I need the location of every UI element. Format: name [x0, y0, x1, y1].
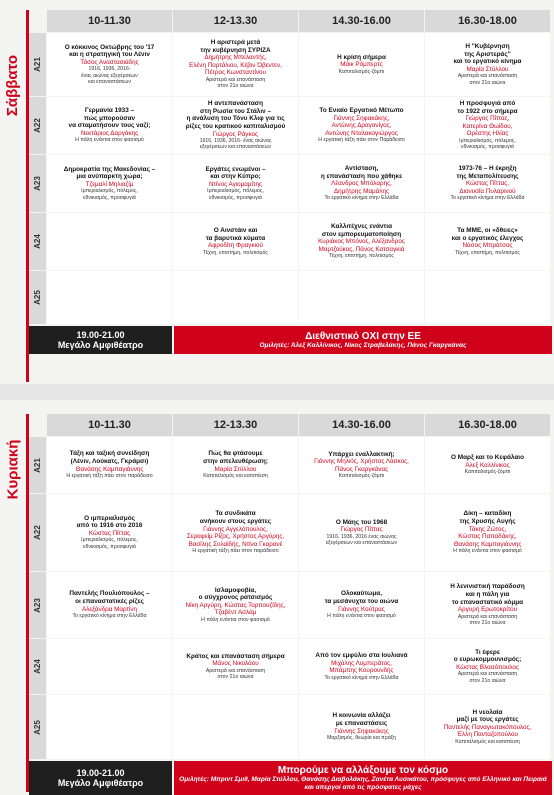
- plenary-venue-name: Μεγάλο Αμφιθέατρο: [57, 340, 144, 350]
- session-cell: [173, 572, 298, 638]
- session-speaker: Σεραφείμ Ρίζος, Χρήστος Αργύρης,: [186, 533, 285, 541]
- session-title: το επαναστατικό κόμμα: [451, 598, 524, 606]
- session-topic: ένας αιώνας εξεγέρσεων: [81, 72, 138, 79]
- session-speaker: Γιάννης Αγγελόπουλος,: [203, 525, 268, 533]
- session-cell: [47, 437, 172, 493]
- session-topic: Ιμπεριαλισμός, πόλεμος,: [459, 137, 516, 144]
- session-topic: Η εργατική τάξη πάει στον Παράδεισο: [318, 137, 405, 144]
- sunday-schedule: [0, 414, 554, 792]
- day-label-sunday: Κυριακή: [4, 439, 22, 499]
- timeslot-4: 16.30-18.00: [425, 10, 550, 32]
- session-speaker: Κώστας Παπαδάκης,: [458, 533, 517, 541]
- session-cell: [425, 437, 550, 493]
- session-cell: [299, 695, 424, 759]
- timeslot-2: 12-13.30: [173, 414, 298, 436]
- room-label: Α23: [29, 572, 46, 638]
- session-cell: [425, 33, 550, 96]
- session-topic: Μαρξισμός, θεωρία και πράξη: [327, 735, 396, 742]
- session-topic: Τέχνη, επιστήμη, πολιτισμός: [203, 249, 268, 256]
- timeslot-header: [29, 414, 552, 436]
- plenary-venue: [29, 761, 172, 795]
- session-title: ανήκουν στους εργάτες: [199, 518, 272, 526]
- session-speaker: Διονυσία Πυλαρινού: [459, 187, 516, 195]
- session-topic: Καπιταλισμός-ζόμπι: [338, 473, 385, 480]
- session-topic: Αριστερά και επανάσταση: [205, 667, 266, 674]
- session-topic: εθνικισμός, προσφυγιά: [83, 543, 136, 550]
- session-topic: Η πάλη ενάντια στον φασισμό: [453, 548, 522, 555]
- room-label: Α22: [29, 494, 46, 571]
- session-title: στην απελευθέρωση;: [203, 458, 268, 466]
- session-title: και ο εργατικός έλεγχος: [451, 234, 524, 242]
- session-speaker: Γιάννης Σηφακάκης: [334, 727, 389, 735]
- session-title: Η λενινιστική παράδοση: [450, 583, 525, 591]
- session-title: και η στρατηγική του Λένιν: [69, 51, 150, 59]
- session-speaker: Αντώνης Νταλακογιώργος: [325, 129, 398, 137]
- session-title: μαζί με τους εργάτες: [456, 716, 519, 724]
- session-speaker: Κατερίνα Θωίδου,: [462, 122, 513, 130]
- session-speaker: Δημήτρης Μαμάλης: [333, 187, 390, 195]
- session-topic: Καπιταλισμός και καταπίεση: [203, 473, 268, 480]
- session-topic: στον 21ο αιώνα: [469, 79, 506, 86]
- session-cell: [173, 494, 298, 571]
- session-speaker: Τάκης Ζώτος,: [468, 525, 507, 533]
- session-speaker: Τάσος Αναστασιάδης: [80, 58, 139, 66]
- session-title: Εργάτες ενωμένοι –: [205, 165, 266, 173]
- session-topic: Το εργατικό κίνημα στην Ελλάδα: [324, 195, 399, 202]
- session-speaker: Κώστας Βλασόπουλος: [456, 663, 519, 671]
- session-title: μια ανύπαρκτη χώρα;: [76, 173, 143, 181]
- saturday-rows: [29, 33, 552, 324]
- saturday-schedule: [0, 10, 554, 382]
- session-title: ο ευρωκομμουνισμός;: [453, 656, 522, 664]
- plenary-time: 19.00-21.00: [76, 330, 125, 340]
- room-label: Α25: [29, 271, 46, 324]
- session-speaker: Γιάννης Σηφακάκης,: [333, 114, 390, 122]
- session-title: Ολοκαύτωμα,: [340, 590, 383, 598]
- plenary-time: 19.00-21.00: [76, 768, 125, 778]
- session-topic: Η πάλη ενάντια στον φασισμό: [201, 616, 270, 623]
- session-title: ο σύγχρονος ρατσισμός: [198, 594, 273, 602]
- day-separator: [0, 384, 554, 400]
- session-title: Από τον εμφύλιο στα Ιουλιανά: [315, 652, 408, 659]
- session-title: Η κρίση σήμερα: [337, 53, 386, 61]
- session-title: Πώς θα φτάσουμε: [208, 450, 263, 458]
- session-title: Γερμανία 1933 –: [84, 107, 135, 115]
- session-topic: Ιμπεριαλισμός, πόλεμος,: [81, 537, 138, 544]
- session-title: της Μεταπολίτευσης: [456, 172, 519, 180]
- session-topic: στον 21ο αιώνα: [217, 674, 254, 681]
- session-title: Ο Μαρξ και το Κεφάλαιο: [451, 454, 524, 462]
- session-cell: [299, 572, 424, 638]
- session-speaker: Θανάσης Καμπαγιάννης: [453, 540, 522, 548]
- session-cell: [299, 271, 424, 324]
- session-topic: εθνικισμός, προσφυγιά: [83, 194, 136, 201]
- session-title: με επαναστάσεις: [335, 720, 388, 728]
- session-speaker: Λέανδρος Μπόλαρης,: [331, 180, 392, 188]
- room-label: Α25: [29, 695, 46, 759]
- session-title: το 1922 στο σήμερα: [457, 107, 518, 115]
- plenary-speakers: Ομιλητές: Άλεξ Καλλίνικος, Νίκος Στραβελάκης, Πάνος Γκαργκάνας: [259, 341, 467, 349]
- room-label: Α24: [29, 213, 46, 270]
- session-cell: [47, 33, 172, 96]
- session-cell: [47, 572, 172, 638]
- session-title: Δημοκρατία της Μακεδονίας –: [63, 165, 156, 173]
- session-topic: στον 21ο αιώνα: [217, 83, 254, 90]
- room-row: [29, 213, 552, 270]
- session-topic: Το εργατικό κίνημα στην Ελλάδα: [324, 674, 399, 681]
- session-title: Δίκη – καταδίκη: [463, 510, 512, 518]
- plenary-session: [174, 761, 552, 795]
- session-title: Η προσφυγιά από: [459, 100, 516, 108]
- session-speaker: Αργυρή Ερωτοκρίτου: [457, 606, 518, 614]
- session-cell: [425, 639, 550, 694]
- session-cell: [173, 213, 298, 270]
- timeslot-3: 14.30-16.00: [299, 10, 424, 32]
- session-speaker: Νεκτάριος Δαργάκης: [80, 129, 139, 137]
- timeslot-1: 10-11.30: [47, 10, 172, 32]
- session-speaker: Πάνος Γκαργκάνας: [334, 465, 389, 473]
- session-speaker: Άλεξ Καλλίνικος: [465, 461, 510, 469]
- session-cell: [173, 271, 298, 324]
- session-topic: Η εργατική τάξη πάει στον παράδεισο: [192, 548, 279, 555]
- timeslot-1: 10-11.30: [47, 414, 172, 436]
- session-speaker: Γιώργος Πίττας,: [465, 115, 510, 123]
- session-speaker: Νίκη Αργύρη, Κώστας Τορπουζίδης,: [185, 601, 286, 609]
- session-title: Ο Μάης του 1968: [335, 518, 388, 526]
- room-label: Α21: [29, 33, 46, 96]
- session-speaker: Έλλη Πανταζοπούλου: [457, 731, 518, 739]
- session-title: στη Ρωσία του Στάλιν –: [199, 107, 272, 115]
- session-title: Η αριστερά μετά: [210, 39, 261, 47]
- session-speaker: Θανάσης Καμπαγιάννης: [75, 465, 144, 473]
- plenary-venue-name: Μεγάλο Αμφιθέατρο: [57, 778, 144, 788]
- session-speaker: Αλεξάνδρα Μαρτίνη: [82, 605, 137, 613]
- session-title: Η κοινωνία αλλάζει: [332, 712, 391, 720]
- sunday-rows: [29, 437, 552, 759]
- session-speaker: Κώστας Πίττας: [88, 529, 131, 537]
- session-cell: [173, 639, 298, 694]
- session-title: (Λένιν, Λούκατς, Γκράμσι): [70, 458, 149, 466]
- room-row: [29, 572, 552, 638]
- session-title: τα βαρυτικά κύματα: [205, 234, 266, 242]
- session-topic: Καπιταλισμός-ζόμπι: [338, 68, 385, 75]
- session-speaker: Κυριάκος Μπόνος, Αλέξανδρος: [318, 238, 405, 246]
- session-speaker: Πέτρος Κωνσταντίνου: [205, 69, 266, 77]
- session-cell: [173, 695, 298, 759]
- plenary-venue: [29, 326, 172, 354]
- session-title: η ανάλυση του Τόνυ Κλιφ για τις: [186, 115, 285, 123]
- session-title: τα μεσάνυχτα του αιώνα: [324, 598, 399, 606]
- saturday-grid: [29, 10, 552, 354]
- session-title: 1973-76 – Η έκρηξη: [458, 165, 517, 173]
- session-topic: Ιμπεριαλισμός, πόλεμος,: [207, 188, 264, 195]
- session-topic: Η εργατική τάξη πάει στον παράδεισο: [66, 473, 153, 480]
- room-row: [29, 437, 552, 493]
- session-title: Η νεολαία: [472, 708, 503, 716]
- session-title: Ισλαμοφοβία,: [214, 586, 257, 594]
- session-topic: Αριστερά και επανάσταση: [457, 613, 518, 620]
- session-speaker: Παντελής Παναγιωτακόπουλος,: [443, 723, 532, 731]
- room-row: [29, 494, 552, 571]
- session-speaker: Ορέστης Ηλίας: [466, 130, 509, 138]
- session-cell: [299, 155, 424, 212]
- session-title: Τάξη και ταξική συνείδηση: [69, 450, 150, 458]
- session-speaker: Γιώργος Ράγκος: [212, 130, 259, 138]
- session-speaker: Τζεμαλί Μηλιαζίμ: [85, 180, 134, 188]
- session-title: Τι έφερε: [475, 648, 500, 656]
- session-title: και το εργατικό κίνημα: [453, 58, 522, 66]
- session-cell: [425, 572, 550, 638]
- session-topic: 1916, 1936, 2016-: [88, 66, 131, 73]
- session-cell: [173, 97, 298, 154]
- session-cell: [47, 494, 172, 571]
- session-cell: [299, 97, 424, 154]
- session-topic: στον 21ο αιώνα: [469, 620, 506, 627]
- session-speaker: Μαρία Στύλλου: [214, 465, 257, 473]
- session-title: της Αριστεράς": [464, 50, 511, 58]
- session-topic: Τέχνη, επιστήμη, πολιτισμός: [329, 253, 394, 260]
- session-topic: 1916, 1936, 2016 ένας αιώνας: [326, 533, 397, 540]
- room-label: Α21: [29, 437, 46, 493]
- session-topic: Αριστερά και επανάσταση: [457, 73, 518, 80]
- session-title: Κράτος και επανάσταση σήμερα: [186, 652, 285, 660]
- session-title: της Χρυσής Αυγής: [459, 518, 516, 526]
- session-speaker: Ντίνος Αγιομαμίτης: [209, 180, 262, 188]
- session-title: Η αντεπανάσταση: [207, 100, 264, 108]
- session-cell: [425, 97, 550, 154]
- room-row: [29, 155, 552, 212]
- session-cell: [425, 494, 550, 571]
- session-speaker: Ελένη Πορτάλιου, Κέβιν Όβεντεν,: [189, 61, 282, 69]
- session-cell: [173, 33, 298, 96]
- session-title: και η πάλη για: [465, 591, 510, 599]
- session-topic: και επαναστάσεων: [88, 79, 131, 86]
- session-speaker: Μπάμπης Κουρουνδής: [329, 667, 394, 675]
- room-row: [29, 695, 552, 759]
- session-title: Παντελής Πουλιόπουλος –: [69, 590, 150, 598]
- session-cell: [299, 437, 424, 493]
- session-speaker: Βασίλης Συλαϊδής, Ντίνα Γκαρανέ: [188, 540, 283, 548]
- session-title: Υπάρχει εναλλακτική;: [328, 450, 395, 458]
- room-label: Α22: [29, 97, 46, 154]
- session-topic: Τέχνη, επιστήμη, πολιτισμός: [455, 249, 520, 256]
- session-cell: [47, 213, 172, 270]
- plenary-title: Μπορούμε να αλλάξουμε τον κόσμο: [277, 765, 449, 776]
- session-cell: [299, 494, 424, 571]
- room-row: [29, 271, 552, 324]
- session-cell: [47, 639, 172, 694]
- session-cell: [425, 213, 550, 270]
- session-cell: [299, 213, 424, 270]
- session-title: η επανάσταση που χάθηκε: [320, 172, 403, 180]
- session-speaker: Αντώνης Δραγανίγος,: [331, 122, 392, 130]
- session-topic: Καπιταλισμός και καταπίεση: [455, 738, 520, 745]
- session-cell: [299, 33, 424, 96]
- session-speaker: Αφροδίτη Φραγκιού: [208, 242, 263, 250]
- session-speaker: Μιχάλης Λυμπεράτος,: [331, 659, 392, 667]
- sunday-grid: [29, 414, 552, 795]
- session-title: Καλλιτέχνες ενάντια: [330, 223, 392, 231]
- session-topic: Το εργατικό κίνημα στην Ελλάδα: [72, 613, 147, 620]
- timeslot-4: 16.30-18.00: [425, 414, 550, 436]
- room-label: Α24: [29, 639, 46, 694]
- session-speaker: Μαρτζούκος, Πάνος Κατσαγκιά: [318, 245, 405, 253]
- session-speaker: Τζαβέντ Ασλάμ: [214, 609, 257, 617]
- session-cell: [47, 695, 172, 759]
- session-speaker: Γιάννης Μηλιός, Χρήστος Λάσκος,: [314, 458, 409, 466]
- session-cell: [47, 155, 172, 212]
- session-cell: [47, 271, 172, 324]
- session-cell: [425, 155, 550, 212]
- session-speaker: Δημήτρης Μπελαντής,: [204, 54, 267, 62]
- session-topic: Καπιταλισμός-ζόμπι: [464, 469, 511, 476]
- session-title: Η "Κυβέρνηση: [465, 42, 510, 50]
- session-cell: [173, 437, 298, 493]
- room-label: Α23: [29, 155, 46, 212]
- sunday-plenary: [29, 761, 552, 795]
- session-topic: εξεγέρσεων και επαναστάσεων: [199, 144, 272, 151]
- session-cell: [299, 639, 424, 694]
- session-topic: στον 21ο αιώνα: [469, 677, 506, 684]
- session-title: και στην Κύπρο;: [210, 173, 261, 181]
- session-topic: Αριστερά και επανάσταση: [457, 671, 518, 678]
- session-title: ρίζες του κρατικού καπιταλισμού: [185, 122, 286, 130]
- session-cell: [425, 271, 550, 324]
- session-topic: Ιμπεριαλισμός, πόλεμος,: [81, 188, 138, 195]
- session-title: Αντίσταση,: [344, 165, 379, 173]
- session-title: Ο ιμπεριαλισμός: [84, 514, 135, 522]
- session-title: από το 1916 στο 2016: [76, 522, 143, 530]
- plenary-speakers: Ομιλητές: Μπριντ Σμιθ, Μαρία Στύλλου, Θανάσης Διαβολάκης, Ζανέτα Λυσικάτου, πρόσφυγες από Ελληνικό και Πειραιά και απεργοί από τις πρόσφατες μάχες: [179, 776, 547, 791]
- session-speaker: Μάικ Ρόμπερτς: [340, 61, 383, 69]
- session-title: πώς μπορούσαν: [83, 114, 136, 122]
- session-speaker: Μάνος Νικολάου: [212, 660, 259, 668]
- session-cell: [425, 695, 550, 759]
- session-cell: [47, 97, 172, 154]
- session-speaker: Γιάννης Κούτρας: [338, 605, 385, 613]
- session-title: να σταματήσουν τους ναζί;: [68, 122, 151, 130]
- session-topic: εθνικισμός, προσφυγιά: [209, 194, 262, 201]
- session-title: Το Ενιαίο Εργατικό Μέτωπο: [319, 107, 404, 115]
- room-row: [29, 33, 552, 96]
- session-topic: Αριστερά και επανάσταση: [205, 76, 266, 83]
- session-title: Ο κόκκινος Οκτώβρης του '17: [64, 43, 155, 51]
- session-topic: 1916, 1936, 2016- ένας αιώνας: [199, 138, 272, 145]
- timeslot-header: [29, 10, 552, 32]
- session-title: Ο Αινστάιν και: [213, 226, 258, 234]
- plenary-session: [174, 326, 552, 354]
- session-topic: εξεγέρσεων και επαναστάσεων: [325, 540, 398, 547]
- session-topic: Η πάλη ενάντια στον φασισμό: [75, 137, 144, 144]
- saturday-plenary: [29, 326, 552, 354]
- session-title: στον εμπορευματοποίηση: [321, 230, 402, 238]
- session-title: την κυβέρνηση ΣΥΡΙΖΑ: [200, 46, 271, 54]
- session-topic: Το εργατικό κίνημα στην Ελλάδα: [450, 195, 525, 202]
- timeslot-3: 14.30-16.00: [299, 414, 424, 436]
- timeslot-2: 12-13.30: [173, 10, 298, 32]
- room-row: [29, 639, 552, 694]
- plenary-title: Διεθνιστικό ΟΧΙ στην ΕΕ: [305, 330, 421, 342]
- session-cell: [173, 155, 298, 212]
- session-title: οι επαναστατικές ρίζες: [75, 598, 144, 606]
- session-topic: εθνικισμός, προσφυγιά: [461, 144, 514, 151]
- session-speaker: Νάσος Μπράτσος: [462, 242, 513, 250]
- day-label-saturday: Σάββατο: [4, 54, 22, 116]
- session-speaker: Κώστας Πίττας,: [465, 180, 509, 188]
- session-speaker: Μαρία Στύλλου: [466, 65, 509, 73]
- room-row: [29, 97, 552, 154]
- session-topic: Η πάλη ενάντια στον φασισμό: [327, 613, 396, 620]
- session-speaker: Γιώργος Πίττας: [340, 526, 383, 534]
- session-title: Τα συνδικάτα: [215, 510, 256, 518]
- session-title: Τα ΜΜΕ, οι «δθειες»: [457, 226, 518, 234]
